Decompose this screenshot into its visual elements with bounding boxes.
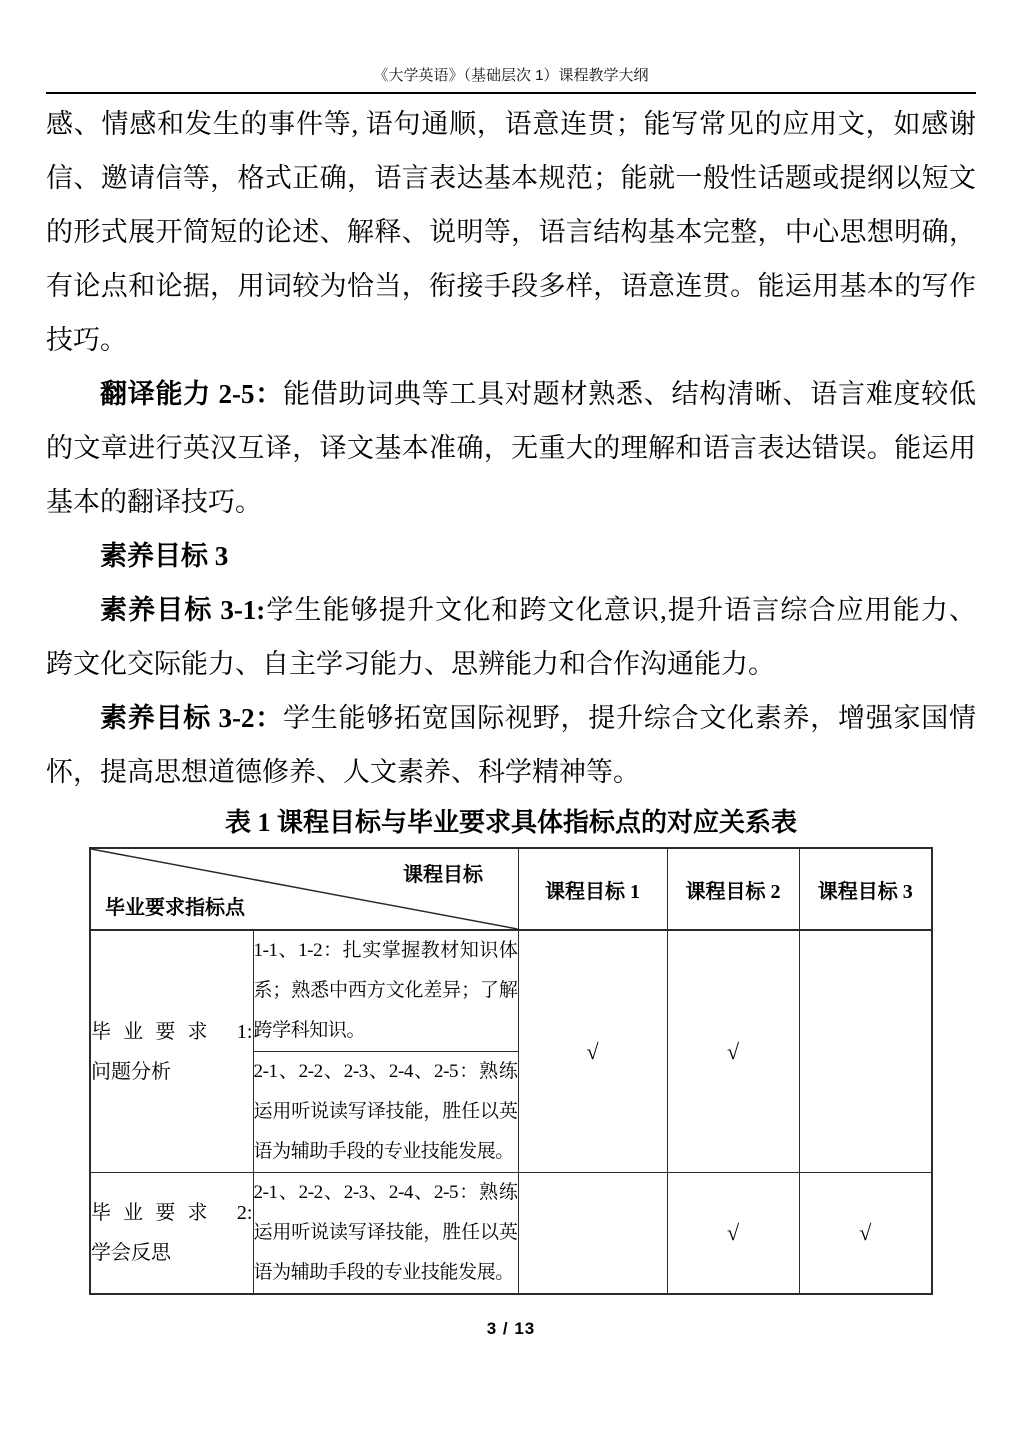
text-line: 问题分析 [91,1060,171,1083]
text-line: 跨学科知识。 [253,1020,366,1041]
bold-lead-in: 素养目标 3-2： [100,703,283,733]
table-header-row [90,848,932,930]
mapping-table [89,847,933,1295]
bold-lead-in: 素养目标 3-1: [100,595,266,625]
paragraph-literacy-goal-3-2 [46,691,976,799]
indicator-cell-1-2 [253,1052,518,1173]
text-line: 素养目标 3-1:学生能够提升文化和跨文化意识,提升语言综合应用能力、 [100,595,976,625]
indicator-cell-2-1 [253,1173,518,1295]
table-title: 表 1 课程目标与毕业要求具体指标点的对应关系表 [224,808,797,837]
text-line: 感、情感和发生的事件等, 语句通顺，语意连贯；能写常见的应用文，如感谢 [46,109,976,139]
column-header-goal-3: 课程目标 3 [799,848,932,930]
bold-lead-in: 翻译能力 2-5： [100,379,283,409]
text-line: 运用听说读写译技能，胜任以英 [253,1222,518,1243]
text-line: 素养目标 3-2：学生能够拓宽国际视野，提升综合文化素养，增强家国情 [100,703,976,733]
text-line: 有论点和论据，用词较为恰当，衔接手段多样，语意连贯。能运用基本的写作 [46,271,976,301]
text-line: 信、邀请信等，格式正确，语言表达基本规范；能就一般性话题或提纲以短文 [46,163,976,193]
requirement-2-cell [90,1173,253,1295]
running-header-title: 《大学英语》（基础层次 1）课程教学大纲 [373,67,649,84]
running-header [46,64,976,94]
diagonal-header-cell [90,848,518,930]
column-header-goal-1: 课程目标 1 [518,848,667,930]
text-line: 运用听说读写译技能，胜任以英 [253,1101,518,1122]
text-line: 跨文化交际能力、自主学习能力、思辨能力和合作沟通能力。 [46,649,775,679]
mark-cell-r2-goal1 [518,1173,667,1295]
requirement-1-cell [90,930,253,1173]
body-paragraphs [46,97,976,799]
text-line: 毕业要求 2: [91,1202,253,1224]
text-line: 的形式展开简短的论述、解释、说明等，语言结构基本完整，中心思想明确， [46,217,976,247]
indicator-cell-1-1 [253,930,518,1052]
text-line: 1-1、1-2：扎实掌握教材知识体 [253,940,518,961]
text-line: 的文章进行英汉互译，译文基本准确，无重大的理解和语言表达错误。能运用 [46,433,976,463]
text-line: 毕业要求 1: [91,1020,253,1043]
table-row-requirement-1a [90,930,932,1052]
diagonal-label-grad-requirements: 毕业要求指标点 [105,897,245,919]
mark-cell-r2-goal3: √ [799,1173,932,1295]
text-line: 语为辅助手段的专业技能发展。 [253,1141,514,1162]
text-line [46,529,976,583]
page-number: 3 / 13 [486,1319,536,1338]
column-header-goal-2: 课程目标 2 [667,848,799,930]
paragraph-literacy-goal-3-1 [46,583,976,691]
paragraph-writing-ability [46,97,976,367]
text-line: 学会反思 [91,1242,171,1264]
bold-lead-in: 素养目标 3 [100,541,229,571]
text-line: 技巧。 [46,325,127,355]
text-line: 2-1、2-2、2-3、2-4、2-5：熟练 [253,1061,518,1082]
text-line: 语为辅助手段的专业技能发展。 [253,1262,514,1283]
text-line: 系；熟悉中西方文化差异；了解 [253,980,518,1001]
text-line: 怀，提高思想道德修养、人文素养、科学精神等。 [46,757,640,787]
diagonal-label-course-goals: 课程目标 [403,864,483,886]
paragraph-translation-ability [46,367,976,529]
paragraph-literacy-goal-3 [46,529,976,583]
table-row-requirement-2 [90,1173,932,1295]
mark-cell-r1-goal3 [799,930,932,1173]
text-line: 2-1、2-2、2-3、2-4、2-5：熟练 [253,1182,518,1203]
mark-cell-r1-goal2: √ [667,930,799,1173]
page-content [46,0,976,1339]
text-line: 翻译能力 2-5：能借助词典等工具对题材熟悉、结构清晰、语言难度较低 [100,379,976,409]
mark-cell-r2-goal2: √ [667,1173,799,1295]
mark-cell-r1-goal1: √ [518,930,667,1173]
text-line: 基本的翻译技巧。 [46,487,262,517]
